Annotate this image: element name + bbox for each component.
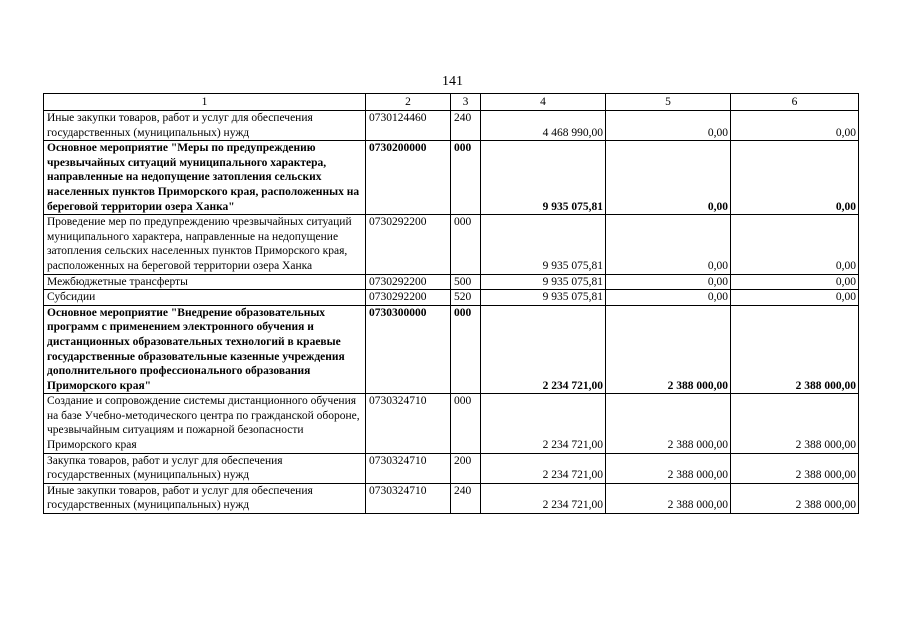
amount-col6-cell: 0,00 (731, 290, 859, 306)
table-row (44, 290, 859, 306)
target-code-cell: 0730300000 (366, 305, 451, 394)
amount-col4-cell: 9 935 075,81 (481, 141, 606, 215)
item-name-cell: Основное мероприятие "Внедрение образовательных программ с применением электронного обучения и дистанционных образовательных технологий в краевые государственные образовательные казенные учреждения дополнительного профессионального образования Приморского края" (44, 305, 366, 394)
amount-col4-cell: 2 234 721,00 (481, 394, 606, 453)
amount-col4-cell: 2 234 721,00 (481, 305, 606, 394)
budget-table-body (44, 94, 859, 514)
column-header-4: 4 (481, 94, 606, 111)
expense-type-cell: 000 (451, 141, 481, 215)
table-row (44, 274, 859, 290)
expense-type-cell: 200 (451, 453, 481, 483)
amount-col6-cell: 2 388 000,00 (731, 483, 859, 513)
amount-col5-cell: 0,00 (606, 215, 731, 274)
target-code-cell: 0730200000 (366, 141, 451, 215)
amount-col5-cell: 2 388 000,00 (606, 394, 731, 453)
table-row (44, 111, 859, 141)
target-code-cell: 0730292200 (366, 274, 451, 290)
amount-col6-cell: 2 388 000,00 (731, 453, 859, 483)
amount-col5-cell: 0,00 (606, 290, 731, 306)
target-code-cell: 0730292200 (366, 215, 451, 274)
expense-type-cell: 500 (451, 274, 481, 290)
amount-col5-cell: 2 388 000,00 (606, 453, 731, 483)
target-code-cell: 0730292200 (366, 290, 451, 306)
amount-col6-cell: 0,00 (731, 141, 859, 215)
target-code-cell: 0730324710 (366, 394, 451, 453)
table-row (44, 483, 859, 513)
amount-col6-cell: 2 388 000,00 (731, 394, 859, 453)
table-row (44, 453, 859, 483)
expense-type-cell: 000 (451, 305, 481, 394)
amount-col5-cell: 0,00 (606, 274, 731, 290)
amount-col4-cell: 4 468 990,00 (481, 111, 606, 141)
table-row (44, 141, 859, 215)
column-header-3: 3 (451, 94, 481, 111)
item-name-cell: Иные закупки товаров, работ и услуг для обеспечения государственных (муниципальных) нужд (44, 111, 366, 141)
item-name-cell: Основное мероприятие "Меры по предупреждению чрезвычайных ситуаций муниципального характера, направленные на недопущение затопления сельских населенных пунктов Приморского края, расположенных на береговой территории озера Ханка" (44, 141, 366, 215)
item-name-cell: Субсидии (44, 290, 366, 306)
page-number: 141 (442, 74, 463, 89)
item-name-cell: Проведение мер по предупреждению чрезвычайных ситуаций муниципального характера, направленные на недопущение затопления сельских населенных пунктов Приморского края, расположенных на береговой территории озера Ханка (44, 215, 366, 274)
amount-col5-cell: 0,00 (606, 111, 731, 141)
amount-col4-cell: 2 234 721,00 (481, 483, 606, 513)
amount-col5-cell: 2 388 000,00 (606, 483, 731, 513)
column-header-6: 6 (731, 94, 859, 111)
target-code-cell: 0730324710 (366, 453, 451, 483)
budget-table (43, 93, 859, 514)
expense-type-cell: 240 (451, 111, 481, 141)
expense-type-cell: 240 (451, 483, 481, 513)
expense-type-cell: 000 (451, 394, 481, 453)
amount-col4-cell: 2 234 721,00 (481, 453, 606, 483)
amount-col6-cell: 2 388 000,00 (731, 305, 859, 394)
table-row (44, 215, 859, 274)
target-code-cell: 0730124460 (366, 111, 451, 141)
column-header-2: 2 (366, 94, 451, 111)
column-header-1: 1 (44, 94, 366, 111)
amount-col4-cell: 9 935 075,81 (481, 215, 606, 274)
table-row (44, 394, 859, 453)
amount-col5-cell: 2 388 000,00 (606, 305, 731, 394)
target-code-cell: 0730324710 (366, 483, 451, 513)
item-name-cell: Иные закупки товаров, работ и услуг для обеспечения государственных (муниципальных) нужд (44, 483, 366, 513)
column-header-5: 5 (606, 94, 731, 111)
amount-col6-cell: 0,00 (731, 215, 859, 274)
expense-type-cell: 000 (451, 215, 481, 274)
expense-type-cell: 520 (451, 290, 481, 306)
item-name-cell: Закупка товаров, работ и услуг для обеспечения государственных (муниципальных) нужд (44, 453, 366, 483)
item-name-cell: Межбюджетные трансферты (44, 274, 366, 290)
amount-col4-cell: 9 935 075,81 (481, 274, 606, 290)
amount-col6-cell: 0,00 (731, 274, 859, 290)
amount-col6-cell: 0,00 (731, 111, 859, 141)
column-number-row (44, 94, 859, 111)
table-row (44, 305, 859, 394)
item-name-cell: Создание и сопровождение системы дистанционного обучения на базе Учебно-методического центра по гражданской обороне, чрезвычайным ситуациям и пожарной безопасности Приморского края (44, 394, 366, 453)
amount-col4-cell: 9 935 075,81 (481, 290, 606, 306)
amount-col5-cell: 0,00 (606, 141, 731, 215)
